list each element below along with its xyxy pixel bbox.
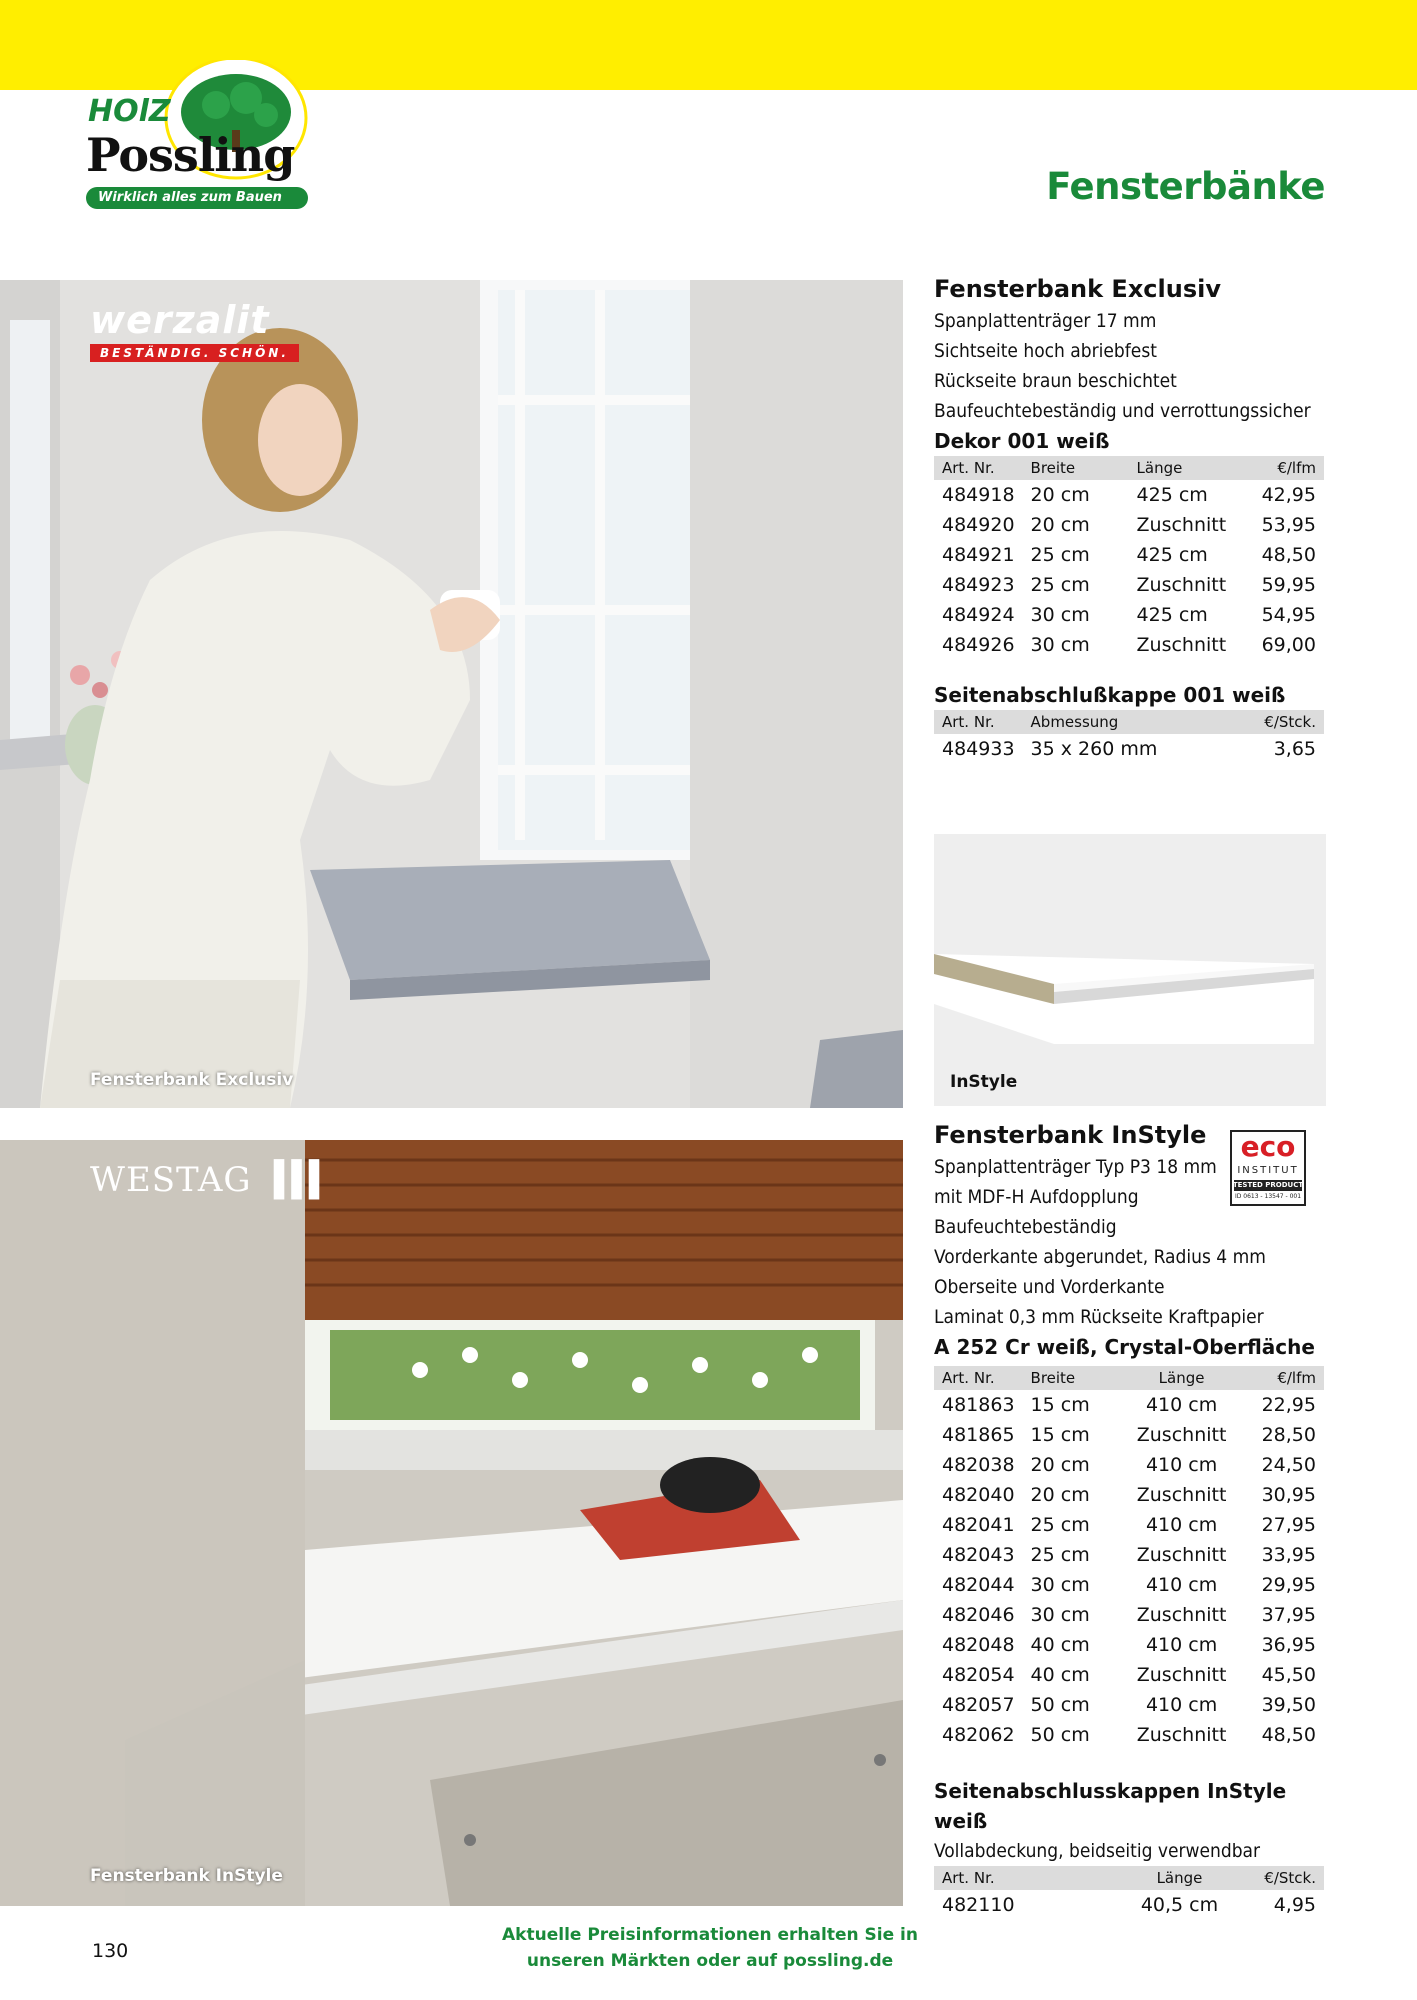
exclusiv-cap-table: [934, 710, 1324, 764]
table-row: [934, 540, 1324, 570]
cell-art-nr: 484921: [942, 544, 1015, 566]
cell-price: 42,95: [1261, 484, 1316, 506]
cell-price: 48,50: [1261, 544, 1316, 566]
header-art-nr: Art. Nr.: [934, 1866, 1023, 1890]
cell-length: Zuschnitt: [1136, 1724, 1227, 1746]
instyle-cap-table: [934, 1866, 1324, 1920]
table-row: [934, 1420, 1324, 1450]
cell-art-nr: 482046: [942, 1604, 1015, 1626]
table-header-row: [934, 1866, 1324, 1890]
header-breite: Breite: [1023, 1366, 1121, 1390]
table-row: [934, 1660, 1324, 1690]
section-exclusiv: [934, 272, 1324, 764]
logo-holz: HOlZ: [88, 94, 171, 129]
cell-length: 425 cm: [1136, 484, 1208, 506]
cell-art-nr: 482038: [942, 1454, 1015, 1476]
cell-price: 48,50: [1261, 1724, 1316, 1746]
room-scene-exclusiv: [0, 280, 903, 1108]
table-row: [934, 1720, 1324, 1750]
instyle-desc: Baufeuchtebeständig: [934, 1216, 1117, 1238]
cell-price: 54,95: [1261, 604, 1316, 626]
cell-price: 27,95: [1261, 1514, 1316, 1536]
eco-institut: INSTITUT: [1237, 1165, 1299, 1176]
header-laenge: Länge: [1121, 1366, 1243, 1390]
cell-price: 30,95: [1261, 1484, 1316, 1506]
cell-length: 410 cm: [1145, 1694, 1218, 1716]
exclusiv-desc: Spanplattenträger 17 mm: [934, 310, 1157, 332]
exclusiv-desc: Baufeuchtebeständig und verrottungssicher: [934, 400, 1311, 422]
cell-length: Zuschnitt: [1136, 514, 1227, 536]
cell-length: Zuschnitt: [1136, 1424, 1227, 1446]
cell-art-nr: 484923: [942, 574, 1015, 596]
cell-dimension: 25 cm: [1030, 544, 1090, 566]
header-abmessung: Abmessung: [1023, 710, 1189, 734]
table-row: [934, 570, 1324, 600]
exclusiv-desc: Sichtseite hoch abriebfest: [934, 340, 1157, 362]
cell-length: Zuschnitt: [1136, 1604, 1227, 1626]
cell-length: Zuschnitt: [1136, 1544, 1227, 1566]
instyle-title: Fensterbank InStyle: [934, 1121, 1207, 1149]
table-row: [934, 1600, 1324, 1630]
photo-fensterbank-exclusiv: [0, 280, 903, 1108]
header-price: €/lfm: [1246, 456, 1324, 480]
cell-length: [1189, 734, 1215, 764]
cell-dimension: 15 cm: [1030, 1394, 1090, 1416]
cell-price: 22,95: [1261, 1394, 1316, 1416]
cell-price: 36,95: [1261, 1634, 1316, 1656]
table-header-row: [934, 710, 1324, 734]
instyle-price-table: [934, 1366, 1324, 1750]
header-price: €/lfm: [1243, 1366, 1324, 1390]
cell-price: 24,50: [1261, 1454, 1316, 1476]
table-row: [934, 630, 1324, 660]
cell-art-nr: 482057: [942, 1694, 1015, 1716]
cell-dimension: 50 cm: [1030, 1694, 1090, 1716]
eco-id: ID 0613 - 13547 - 001: [1234, 1193, 1302, 1200]
cell-dimension: 50 cm: [1030, 1724, 1090, 1746]
cell-length: 410 cm: [1145, 1454, 1218, 1476]
product-shot-caption: InStyle: [950, 1072, 1018, 1092]
table-header-row: [934, 456, 1324, 480]
cell-dimension: 30 cm: [1030, 604, 1090, 626]
page-title: Fensterbänke: [1046, 165, 1325, 208]
table-row: [934, 1890, 1324, 1920]
section-instyle: [934, 1118, 1324, 1920]
cell-length: 410 cm: [1145, 1514, 1218, 1536]
exclusiv-variant: Dekor 001 weiß: [934, 429, 1110, 453]
eco-label: eco: [1240, 1130, 1296, 1163]
possling-logo[interactable]: [86, 60, 312, 210]
cell-art-nr: 481863: [942, 1394, 1015, 1416]
table-row: [934, 1450, 1324, 1480]
werzalit-brand: [90, 298, 299, 362]
cell-length: 410 cm: [1145, 1394, 1218, 1416]
cell-price: 28,50: [1261, 1424, 1316, 1446]
cell-length: Zuschnitt: [1136, 574, 1227, 596]
header-art-nr: Art. Nr.: [934, 1366, 1023, 1390]
cell-art-nr: 482044: [942, 1574, 1015, 1596]
westag-mark-icon: ▐▐▐: [263, 1160, 316, 1200]
header-laenge: Länge: [1129, 456, 1246, 480]
instyle-desc: mit MDF-H Aufdopplung: [934, 1186, 1139, 1208]
cell-price: 29,95: [1261, 1574, 1316, 1596]
cell-dimension: [1023, 1890, 1121, 1920]
table-row: [934, 510, 1324, 540]
cell-dimension: 30 cm: [1030, 634, 1090, 656]
cell-price: 53,95: [1261, 514, 1316, 536]
instyle-desc: Vorderkante abgerundet, Radius 4 mm: [934, 1246, 1266, 1268]
logo-possling: Possling: [86, 128, 295, 182]
cell-art-nr: 482041: [942, 1514, 1015, 1536]
eco-tested: TESTED PRODUCT: [1232, 1181, 1304, 1189]
cell-price: 33,95: [1261, 1544, 1316, 1566]
cell-art-nr: 482048: [942, 1634, 1015, 1656]
header-breite: Breite: [1023, 456, 1129, 480]
instyle-desc: Laminat 0,3 mm Rückseite Kraftpapier: [934, 1306, 1264, 1328]
cell-art-nr: 482040: [942, 1484, 1015, 1506]
instyle-variant: A 252 Cr weiß, Crystal-Oberfläche: [934, 1335, 1315, 1359]
cell-dimension: 30 cm: [1030, 1574, 1090, 1596]
cell-price: 37,95: [1261, 1604, 1316, 1626]
cell-length: Zuschnitt: [1136, 1484, 1227, 1506]
cell-dimension: 40 cm: [1030, 1664, 1090, 1686]
cell-art-nr: 484924: [942, 604, 1015, 626]
cell-price: 3,65: [1273, 738, 1316, 760]
cell-price: 4,95: [1273, 1894, 1316, 1916]
cell-dimension: 40 cm: [1030, 1634, 1090, 1656]
cell-dimension: 30 cm: [1030, 1604, 1090, 1626]
cell-art-nr: 482043: [942, 1544, 1015, 1566]
westag-wordmark: WESTAG: [90, 1160, 252, 1200]
logo-tagline: Wirklich alles zum Bauen: [98, 190, 282, 205]
cell-price: 59,95: [1261, 574, 1316, 596]
table-row: [934, 1540, 1324, 1570]
table-row: [934, 734, 1324, 764]
cell-price: 45,50: [1261, 1664, 1316, 1686]
table-row: [934, 480, 1324, 510]
cell-length: 425 cm: [1136, 604, 1208, 626]
page-number: 130: [92, 1940, 129, 1962]
exclusiv-price-table: [934, 456, 1324, 660]
cell-dimension: 25 cm: [1030, 574, 1090, 596]
cell-art-nr: 482062: [942, 1724, 1015, 1746]
room-scene-instyle: [0, 1140, 903, 1906]
cell-price: 69,00: [1261, 634, 1316, 656]
cell-dimension: 25 cm: [1030, 1514, 1090, 1536]
header-laenge: Länge: [1121, 1866, 1239, 1890]
header-art-nr: Art. Nr.: [934, 710, 1023, 734]
header-price: €/Stck.: [1238, 1866, 1324, 1890]
cell-dimension: 20 cm: [1030, 484, 1090, 506]
cell-dimension: 20 cm: [1030, 1484, 1090, 1506]
header-price: €/Stck.: [1214, 710, 1324, 734]
exclusiv-desc: Rückseite braun beschichtet: [934, 370, 1177, 392]
eco-institut-badge: [1230, 1130, 1306, 1206]
price-info-line2: unseren Märkten oder auf possling.de: [526, 1951, 894, 1971]
werzalit-wordmark: werzalit: [90, 298, 270, 342]
cell-length: 410 cm: [1145, 1574, 1218, 1596]
cell-length: 40,5 cm: [1140, 1894, 1219, 1916]
photo-fensterbank-instyle: [0, 1140, 903, 1906]
instyle-desc: Oberseite und Vorderkante: [934, 1276, 1165, 1298]
cell-dimension: 25 cm: [1030, 1544, 1090, 1566]
cell-price: 39,50: [1261, 1694, 1316, 1716]
werzalit-slogan: BESTÄNDIG. SCHÖN.: [90, 344, 299, 362]
instyle-cap-title: Seitenabschlusskappen InStyle weiß: [934, 1779, 1287, 1833]
price-info-line1: Aktuelle Preisinformationen erhalten Sie in: [502, 1925, 918, 1945]
cell-length: Zuschnitt: [1136, 634, 1227, 656]
price-info-note[interactable]: [470, 1922, 950, 1974]
header-empty: [1023, 1866, 1121, 1890]
table-row: [934, 1480, 1324, 1510]
westag-brand: [90, 1160, 316, 1200]
cell-art-nr: 482054: [942, 1664, 1015, 1686]
cell-dimension: 20 cm: [1030, 514, 1090, 536]
instyle-cap-desc: Vollabdeckung, beidseitig verwendbar: [934, 1840, 1261, 1862]
table-header-row: [934, 1366, 1324, 1390]
cell-length: 425 cm: [1136, 544, 1208, 566]
product-shot-instyle: [934, 834, 1326, 1106]
table-row: [934, 1390, 1324, 1420]
cell-dimension: 15 cm: [1030, 1424, 1090, 1446]
instyle-desc: Spanplattenträger Typ P3 18 mm: [934, 1156, 1217, 1178]
table-row: [934, 600, 1324, 630]
table-row: [934, 1510, 1324, 1540]
cell-dimension: 20 cm: [1030, 1454, 1090, 1476]
cell-art-nr: 484926: [942, 634, 1015, 656]
cell-art-nr: 481865: [942, 1424, 1015, 1446]
cell-length: 410 cm: [1145, 1634, 1218, 1656]
caption-instyle: Fensterbank InStyle: [90, 1866, 283, 1886]
instyle-board-illustration: [934, 834, 1326, 1106]
header-art-nr: Art. Nr.: [934, 456, 1023, 480]
header-empty: [1189, 710, 1215, 734]
caption-exclusiv: Fensterbank Exclusiv: [90, 1070, 294, 1090]
table-row: [934, 1630, 1324, 1660]
cell-art-nr: 484933: [942, 738, 1015, 760]
cell-art-nr: 484918: [942, 484, 1015, 506]
cell-art-nr: 482110: [942, 1894, 1015, 1916]
table-row: [934, 1570, 1324, 1600]
cell-length: Zuschnitt: [1136, 1664, 1227, 1686]
exclusiv-title: Fensterbank Exclusiv: [934, 275, 1222, 303]
table-row: [934, 1690, 1324, 1720]
exclusiv-cap-title: Seitenabschlußkappe 001 weiß: [934, 683, 1286, 707]
cell-dimension: 35 x 260 mm: [1030, 738, 1158, 760]
cell-art-nr: 484920: [942, 514, 1015, 536]
